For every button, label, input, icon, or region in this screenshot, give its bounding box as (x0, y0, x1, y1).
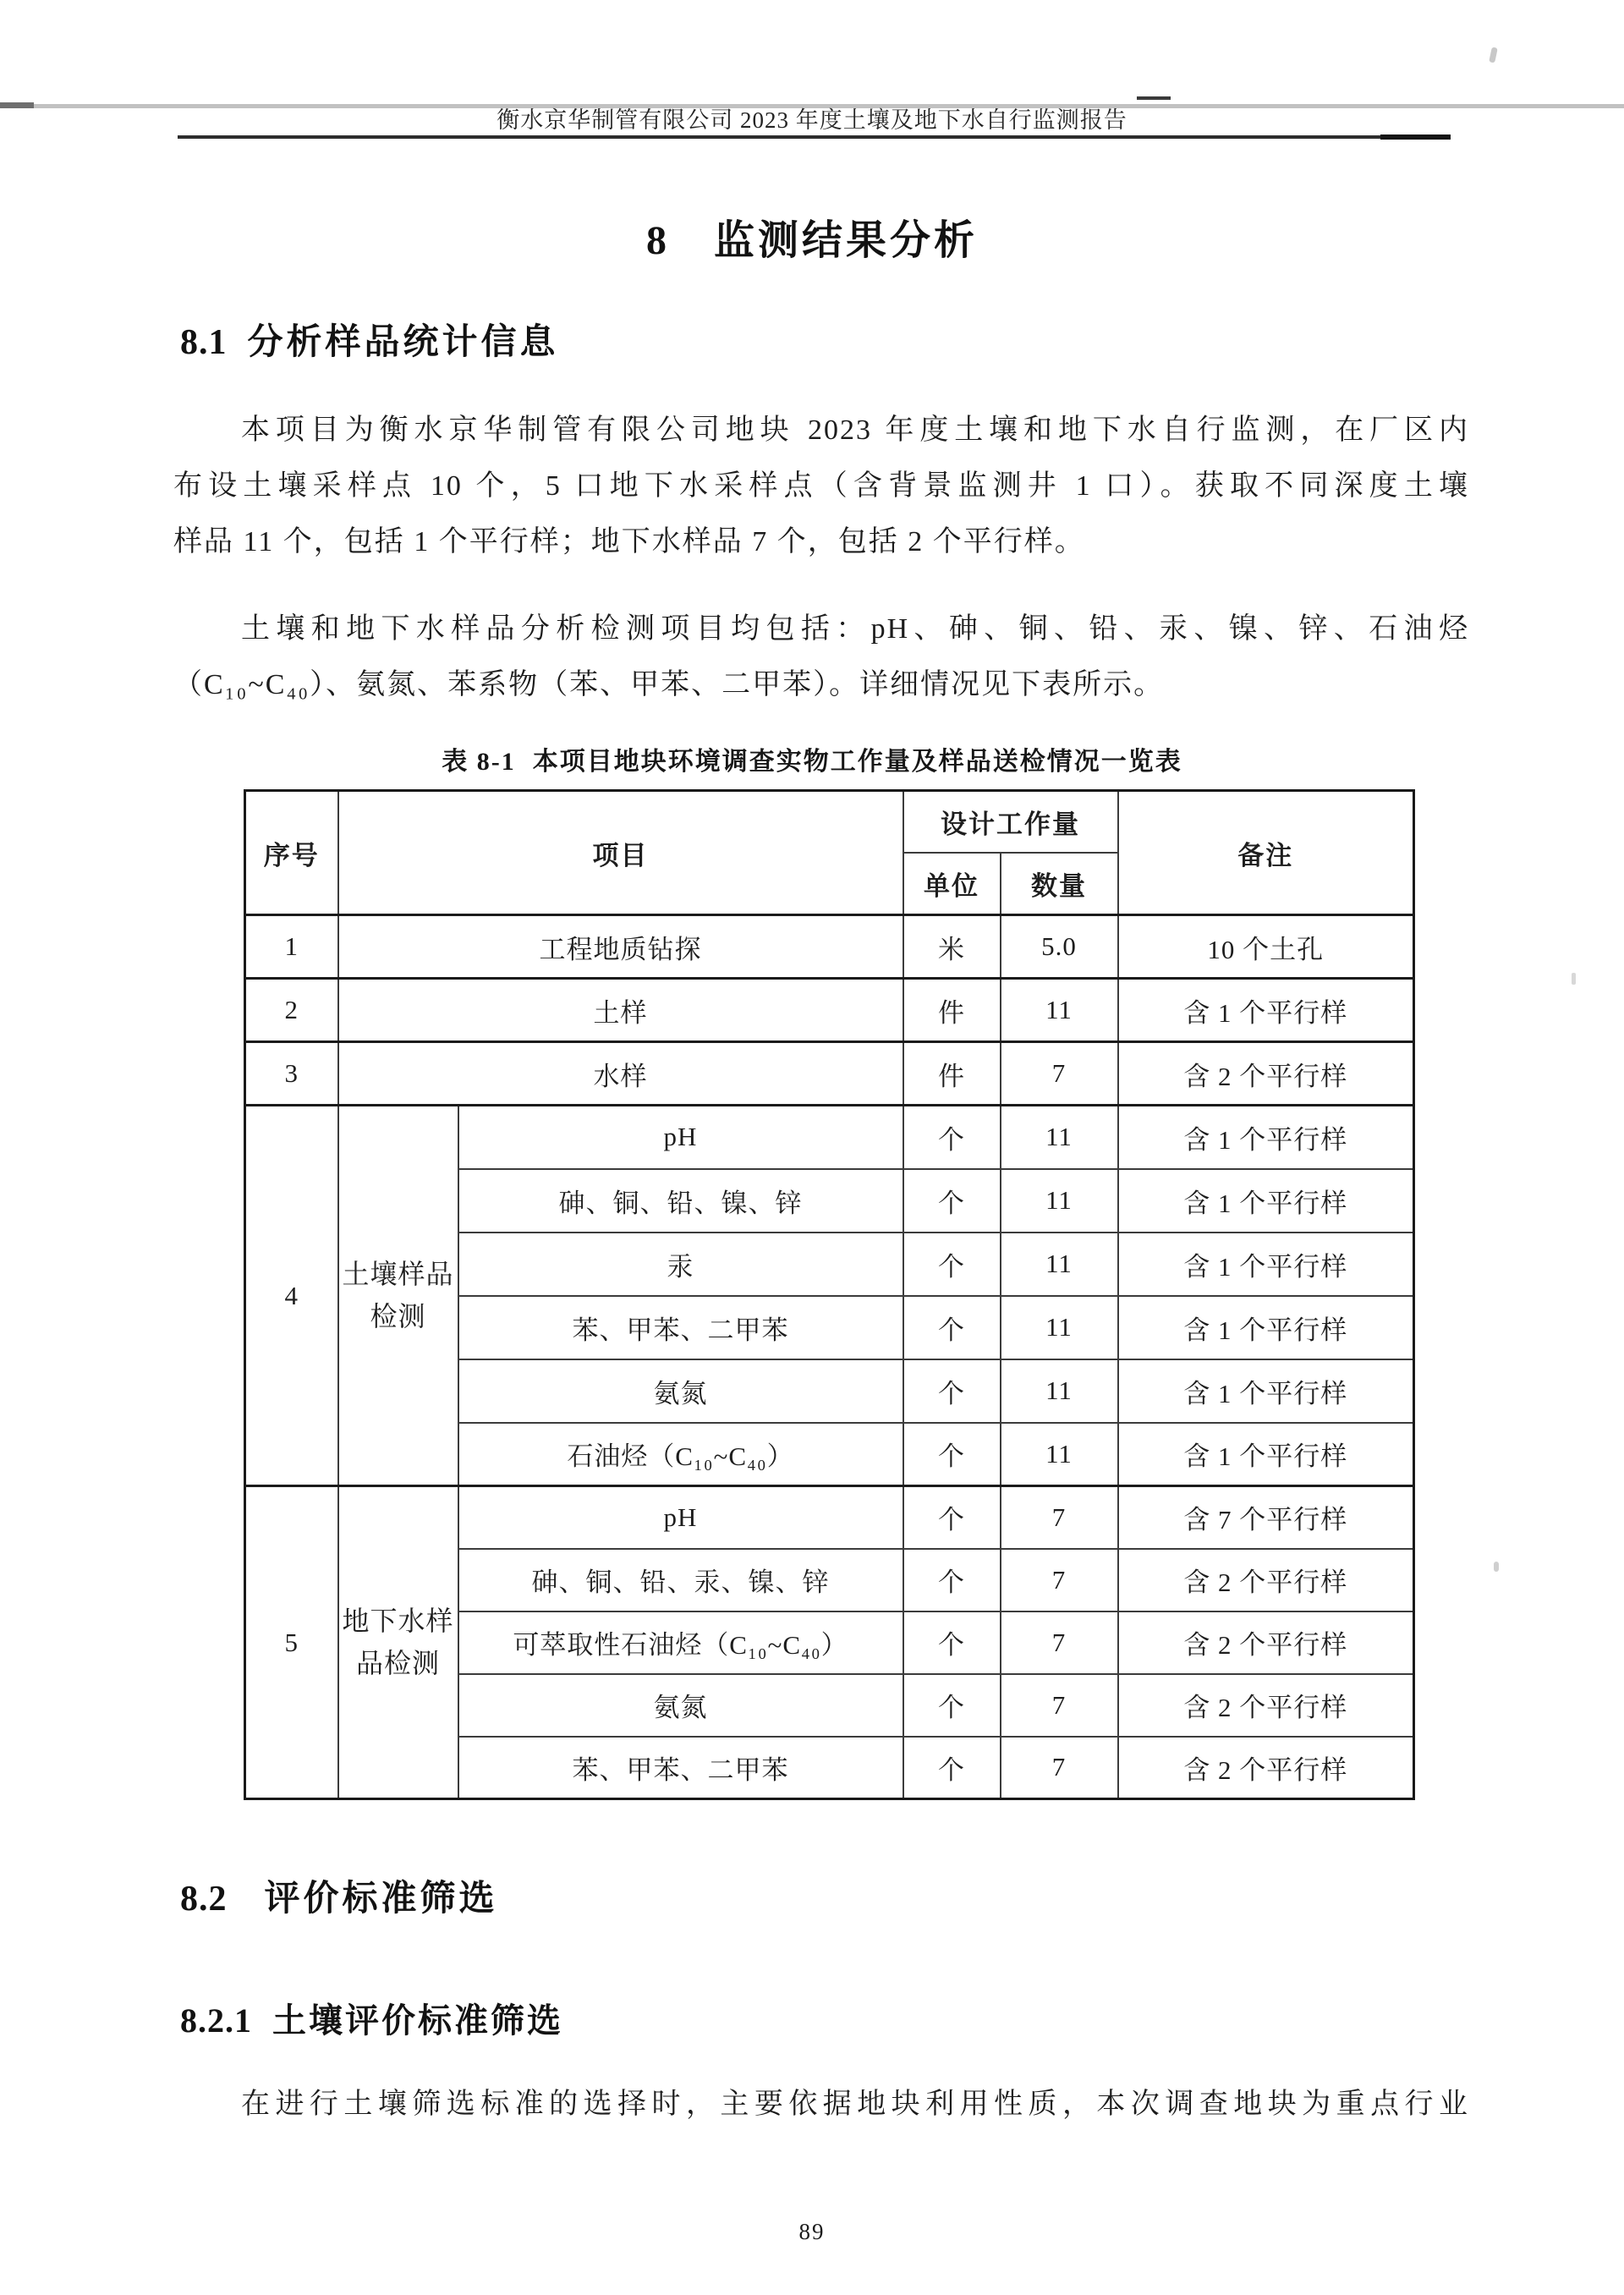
cell-qty: 7 (1001, 1674, 1118, 1737)
section-number: 8.2.1 (180, 2001, 252, 2040)
cell-remark: 含 2 个平行样 (1118, 1549, 1414, 1611)
chapter-title (0, 215, 1624, 267)
table-caption-number: 表 8-1 (442, 748, 516, 776)
section-heading-8-2 (180, 1876, 498, 1922)
cell-qty: 11 (1001, 1423, 1118, 1486)
cell-remark: 含 1 个平行样 (1118, 1169, 1414, 1233)
cell-unit: 件 (903, 1042, 1001, 1106)
table-caption (0, 744, 1624, 780)
cell-qty: 11 (1001, 979, 1118, 1042)
cell-param: 砷、铜、铅、汞、镍、锌 (458, 1549, 903, 1611)
cell-param: pH (458, 1106, 903, 1169)
cell-group-soil: 土壤样品检测 (338, 1106, 458, 1486)
cell-param: 苯、甲苯、二甲苯 (458, 1296, 903, 1359)
page-number: 89 (798, 2219, 826, 2244)
section-heading-8-1 (180, 320, 559, 365)
col-header-remark: 备注 (1118, 791, 1414, 915)
paragraph-line: 样品 11 个，包括 1 个平行样；地下水样品 7 个，包括 2 个平行样。 (173, 526, 1085, 557)
cell-remark: 含 1 个平行样 (1118, 1233, 1414, 1296)
cell-param: 苯、甲苯、二甲苯 (458, 1737, 903, 1799)
cell-param: 汞 (458, 1233, 903, 1296)
col-header-qty: 数量 (1001, 853, 1118, 915)
cell-item: 土样 (338, 979, 903, 1042)
table-row (245, 1042, 1414, 1106)
table-header-row (245, 791, 1414, 853)
chapter-number: 8 (645, 218, 667, 263)
col-header-workload: 设计工作量 (903, 791, 1118, 853)
cell-param: 可萃取性石油烃（C₁₀~C₄₀） (458, 1611, 903, 1674)
cell-qty: 7 (1001, 1486, 1118, 1549)
cell-remark: 含 1 个平行样 (1118, 1423, 1414, 1486)
cell-param: 砷、铜、铅、镍、锌 (458, 1169, 903, 1233)
cell-remark: 含 2 个平行样 (1118, 1042, 1414, 1106)
paragraph-line: 在进行土壤筛选标准的选择时，主要依据地块利用性质，本次调查地块为重点行业 (241, 2089, 1469, 2120)
col-header-item: 项目 (338, 791, 903, 915)
cell-unit: 个 (903, 1674, 1001, 1737)
cell-qty: 7 (1001, 1042, 1118, 1106)
scan-speck (1494, 1562, 1499, 1572)
running-header: 衡水京华制管有限公司 2023 年度土壤及地下水自行监测报告 (497, 107, 1127, 133)
col-header-seq: 序号 (245, 791, 338, 915)
cell-param: 氨氮 (458, 1674, 903, 1737)
cell-seq: 3 (245, 1042, 338, 1106)
cell-seq: 1 (245, 915, 338, 979)
paragraph-line: 布设土壤采样点 10 个，5 口地下水采样点（含背景监测井 1 口）。获取不同深度土壤 (173, 470, 1469, 502)
cell-qty: 11 (1001, 1296, 1118, 1359)
cell-qty: 7 (1001, 1611, 1118, 1674)
cell-remark: 含 7 个平行样 (1118, 1486, 1414, 1549)
paragraph-line: （C₁₀~C₄₀）、氨氮、苯系物（苯、甲苯、二甲苯）。详细情况见下表所示。 (173, 669, 1165, 700)
cell-group-groundwater: 地下水样品检测 (338, 1486, 458, 1799)
scan-speck (1489, 47, 1498, 63)
cell-unit: 个 (903, 1359, 1001, 1423)
section-heading-8-2-1 (180, 1999, 563, 2043)
cell-unit: 米 (903, 915, 1001, 979)
cell-unit: 个 (903, 1169, 1001, 1233)
section-heading-text: 分析样品统计信息 (247, 323, 559, 362)
cell-unit: 件 (903, 979, 1001, 1042)
cell-unit: 个 (903, 1233, 1001, 1296)
cell-remark: 含 1 个平行样 (1118, 1359, 1414, 1423)
table-row (245, 1486, 1414, 1549)
cell-qty: 11 (1001, 1106, 1118, 1169)
table-row (245, 915, 1414, 979)
cell-seq: 2 (245, 979, 338, 1042)
cell-remark: 含 1 个平行样 (1118, 1106, 1414, 1169)
table-row (245, 1106, 1414, 1169)
scan-artifact-dash (1137, 96, 1171, 100)
cell-qty: 5.0 (1001, 915, 1118, 979)
cell-remark: 10 个土孔 (1118, 915, 1414, 979)
cell-unit: 个 (903, 1486, 1001, 1549)
cell-qty: 11 (1001, 1169, 1118, 1233)
section-number: 8.2 (180, 1880, 228, 1919)
cell-remark: 含 2 个平行样 (1118, 1674, 1414, 1737)
cell-remark: 含 1 个平行样 (1118, 1296, 1414, 1359)
cell-unit: 个 (903, 1611, 1001, 1674)
section-heading-text: 评价标准筛选 (264, 1880, 498, 1919)
cell-unit: 个 (903, 1106, 1001, 1169)
cell-remark: 含 1 个平行样 (1118, 979, 1414, 1042)
cell-remark: 含 2 个平行样 (1118, 1737, 1414, 1799)
cell-unit: 个 (903, 1737, 1001, 1799)
cell-param: 石油烃（C₁₀~C₄₀） (458, 1423, 903, 1486)
section-heading-text: 土壤评价标准筛选 (272, 2001, 563, 2040)
section-number: 8.1 (180, 323, 228, 362)
cell-item: 工程地质钻探 (338, 915, 903, 979)
cell-seq: 5 (245, 1486, 338, 1799)
cell-qty: 7 (1001, 1737, 1118, 1799)
cell-unit: 个 (903, 1296, 1001, 1359)
table-caption-text: 本项目地块环境调查实物工作量及样品送检情况一览表 (532, 748, 1182, 776)
cell-unit: 个 (903, 1423, 1001, 1486)
cell-seq: 4 (245, 1106, 338, 1486)
table-row (245, 979, 1414, 1042)
cell-qty: 11 (1001, 1233, 1118, 1296)
cell-item: 水样 (338, 1042, 903, 1106)
cell-qty: 11 (1001, 1359, 1118, 1423)
col-header-unit: 单位 (903, 853, 1001, 915)
paragraph-line: 土壤和地下水样品分析检测项目均包括：pH、砷、铜、铅、汞、镍、锌、石油烃 (241, 613, 1469, 645)
scan-speck (1572, 973, 1576, 985)
cell-remark: 含 2 个平行样 (1118, 1611, 1414, 1674)
chapter-title-text: 监测结果分析 (713, 218, 978, 263)
cell-qty: 7 (1001, 1549, 1118, 1611)
paragraph-line: 本项目为衡水京华制管有限公司地块 2023 年度土壤和地下水自行监测，在厂区内 (241, 415, 1469, 446)
cell-param: 氨氮 (458, 1359, 903, 1423)
workload-table (244, 789, 1415, 1800)
cell-unit: 个 (903, 1549, 1001, 1611)
cell-param: pH (458, 1486, 903, 1549)
